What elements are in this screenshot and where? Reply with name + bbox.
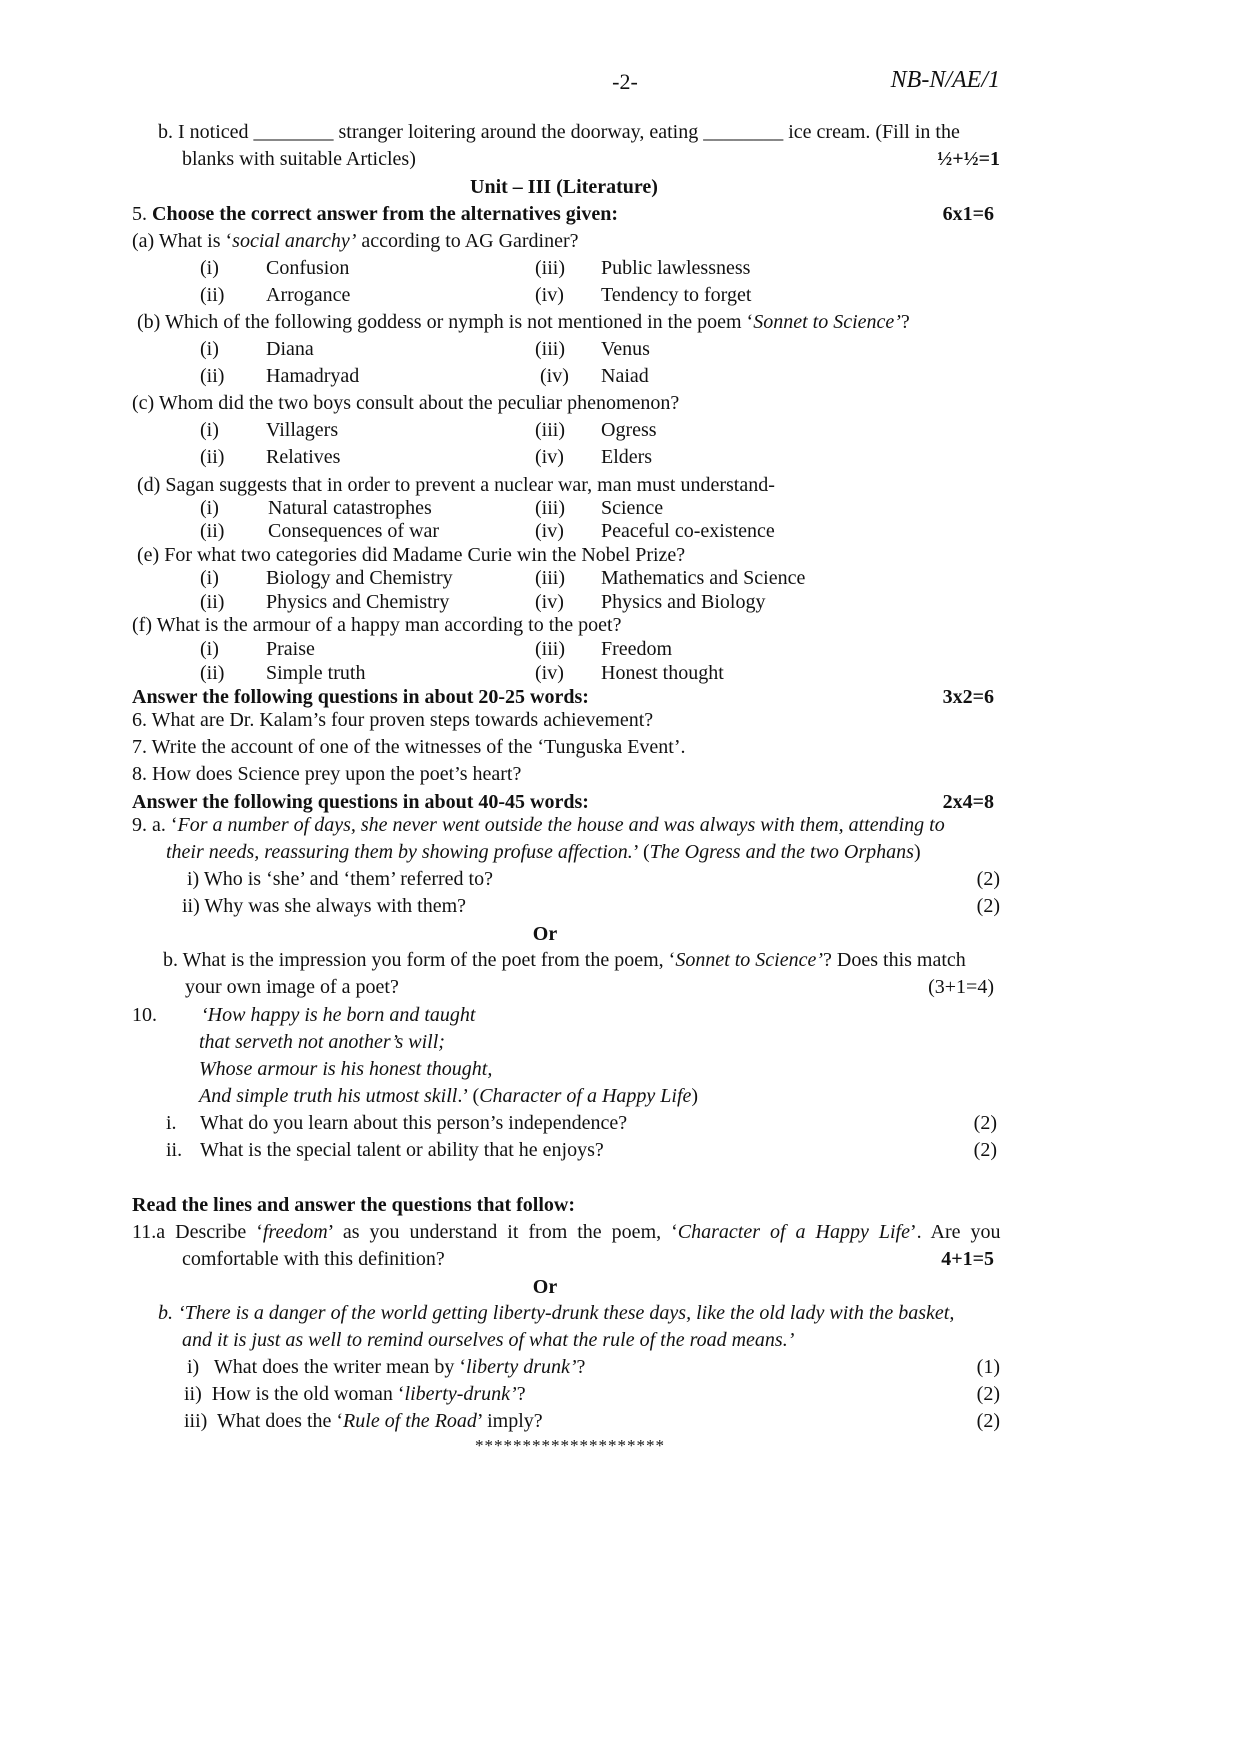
q5f-opt-iv-num: (iv) <box>535 662 564 684</box>
q5a-pre: (a) What is ‘ <box>132 230 233 252</box>
q11b-sub-iii-pre: iii) What does the ‘ <box>184 1410 344 1432</box>
q11a-pre: 11.a Describe ‘ <box>132 1221 263 1243</box>
read-heading: Read the lines and answer the questions that follow: <box>132 1194 575 1216</box>
q5b-opt-ii: Hamadryad <box>266 365 360 387</box>
q10-sub-ii-num: ii. <box>166 1139 183 1161</box>
q11b-sub-iii-post: ’ imply? <box>476 1410 543 1432</box>
q9a-source: The Ogress and the two Orphans <box>649 841 914 863</box>
q5b-opt-ii-num: (ii) <box>200 365 225 387</box>
q9a-source-post: ) <box>913 841 921 863</box>
q5a-opt-iv-num: (iv) <box>535 284 564 306</box>
q9a-line2 <box>166 840 921 864</box>
q9b-marks: (3+1=4) <box>928 976 994 998</box>
q10-verse-4 <box>199 1084 698 1108</box>
q5b-opt-iii-num: (iii) <box>535 338 565 360</box>
q11b-sub-i-marks: (1) <box>976 1356 1000 1378</box>
q10-verse-3: Whose armour is his honest thought, <box>199 1058 493 1080</box>
q7-question: 7. Write the account of one of the witnesses of the ‘Tunguska Event’. <box>132 736 686 758</box>
q10-sub-i: What do you learn about this person’s independence? <box>200 1112 628 1134</box>
q11a-post: ’. Are you <box>910 1221 1001 1243</box>
q5d-opt-ii-num: (ii) <box>200 520 225 542</box>
q5a-post: according to AG Gardiner? <box>356 230 579 252</box>
q4b-marks: ½+½=1 <box>937 148 1000 170</box>
q11b-sub-i-post: ? <box>576 1356 586 1378</box>
q5d-opt-i: Natural catastrophes <box>268 497 432 519</box>
q5e-opt-i: Biology and Chemistry <box>266 567 453 589</box>
q5b-pre: (b) Which of the following goddess or nymph is not mentioned in the poem ‘ <box>137 311 754 333</box>
q5d-opt-iii: Science <box>601 497 664 519</box>
q5f-opt-i-num: (i) <box>200 638 219 660</box>
q9b-line1 <box>163 948 966 972</box>
q11b-line1 <box>158 1301 954 1325</box>
q9a-sub-i-marks: (2) <box>976 868 1000 890</box>
q11a-italic-poem: Character of a Happy Life <box>677 1221 910 1243</box>
q11b-quote1: b. ‘There is a danger of the world getting liberty-drunk these days, like the old lady with the basket, <box>158 1302 955 1324</box>
unit-title: Unit – III <box>470 176 552 198</box>
q5f-opt-iv: Honest thought <box>601 662 724 684</box>
q11b-sub-iii-marks: (2) <box>976 1410 1000 1432</box>
q5e-opt-iv-num: (iv) <box>535 591 564 613</box>
q5e-opt-i-num: (i) <box>200 567 219 589</box>
q5-prompt: Choose the correct answer from the alternatives given: <box>152 203 618 225</box>
q10-source: Character of a Happy Life <box>479 1085 692 1107</box>
q9a-sub-i: i) Who is ‘she’ and ‘them’ referred to? <box>187 868 493 890</box>
q11a-line1 <box>132 1220 1001 1244</box>
q10-verse-4-text: And simple truth his utmost skill <box>199 1085 458 1107</box>
q9a-quote2: their needs, reassuring them by showing profuse affection. <box>166 841 633 863</box>
q5e-opt-iii: Mathematics and Science <box>601 567 806 589</box>
q5f-opt-i: Praise <box>266 638 315 660</box>
q11b-sub-ii-post: ? <box>516 1383 526 1405</box>
q10-source-post: ) <box>691 1085 699 1107</box>
q9b-post: ? Does this match <box>823 949 966 971</box>
q11b-sub-i-italic: liberty drunk’ <box>465 1356 577 1378</box>
q9b-italic: Sonnet to Science’ <box>675 949 824 971</box>
q11b-sub-i <box>187 1355 585 1379</box>
q5d-question: (d) Sagan suggests that in order to prevent a nuclear war, man must understand- <box>137 474 775 496</box>
q10-verse-2: that serveth not another’s will; <box>199 1031 445 1053</box>
q5c-question: (c) Whom did the two boys consult about the peculiar phenomenon? <box>132 392 680 414</box>
q11a-marks: 4+1=5 <box>941 1248 994 1270</box>
q10-sub-i-marks: (2) <box>973 1112 997 1134</box>
q5e-opt-iii-num: (iii) <box>535 567 565 589</box>
q5f-question: (f) What is the armour of a happy man according to the poet? <box>132 614 622 636</box>
q8-question: 8. How does Science prey upon the poet’s heart? <box>132 763 522 785</box>
q9-or: Or <box>532 923 558 945</box>
q5d-opt-iii-num: (iii) <box>535 497 565 519</box>
q5c-opt-ii-num: (ii) <box>200 446 225 468</box>
q10-sub-ii-marks: (2) <box>973 1139 997 1161</box>
q5c-opt-i: Villagers <box>266 419 339 441</box>
page-number: -2- <box>612 69 638 94</box>
q4b-line1: b. I noticed ________ stranger loitering around the doorway, eating ________ ice cream. (Fill in the <box>158 121 960 143</box>
q11b-sub-iii <box>184 1409 543 1433</box>
q5e-opt-ii-num: (ii) <box>200 591 225 613</box>
q5a-opt-iii: Public lawlessness <box>601 257 751 279</box>
q5d-opt-iv: Peaceful co-existence <box>601 520 775 542</box>
q9b-pre: b. What is the impression you form of the poet from the poem, ‘ <box>163 949 676 971</box>
q4b-line2: blanks with suitable Articles) <box>182 148 416 170</box>
q10-verse-1: ‘How happy is he born and taught <box>201 1004 476 1026</box>
q5f-opt-ii: Simple truth <box>266 662 366 684</box>
q11a-mid: ’ as you understand it from the poem, ‘ <box>327 1221 678 1243</box>
q5a-opt-iii-num: (iii) <box>535 257 565 279</box>
long-answer-heading: Answer the following questions in about 40-45 words: <box>132 791 589 813</box>
q11b-line2: and it is just as well to remind ourselves of what the rule of the road means.’ <box>182 1329 795 1351</box>
q5c-opt-ii: Relatives <box>266 446 341 468</box>
q5c-opt-iii: Ogress <box>601 419 657 441</box>
q11b-sub-ii-italic: liberty-drunk’ <box>404 1383 517 1405</box>
q5b-opt-iv-num: (iv) <box>540 365 569 387</box>
q5a-opt-i-num: (i) <box>200 257 219 279</box>
long-answer-marks: 2x4=8 <box>942 791 994 813</box>
q11b-sub-i-pre: i) What does the writer mean by ‘ <box>187 1356 466 1378</box>
q9a-line1 <box>132 813 945 837</box>
q11a-line2: comfortable with this definition? <box>182 1248 445 1270</box>
short-answer-marks: 3x2=6 <box>942 686 994 708</box>
q9a-sub-ii: ii) Why was she always with them? <box>182 895 467 917</box>
q5a-opt-iv: Tendency to forget <box>601 284 752 306</box>
q5b-italic: Sonnet to Science’ <box>753 311 901 333</box>
q5f-opt-iii-num: (iii) <box>535 638 565 660</box>
q5-heading <box>132 202 618 226</box>
q10-sub-ii: What is the special talent or ability that he enjoys? <box>200 1139 604 1161</box>
q9a-quote1: For a number of days, she never went outside the house and was always with them, attending to <box>177 814 945 836</box>
q5d-opt-ii: Consequences of war <box>268 520 440 542</box>
q11b-sub-ii-marks: (2) <box>976 1383 1000 1405</box>
q5a-opt-ii-num: (ii) <box>200 284 225 306</box>
end-stars: ******************** <box>475 1436 665 1455</box>
q11a-italic-freedom: freedom <box>262 1221 328 1243</box>
q5f-opt-iii: Freedom <box>601 638 673 660</box>
q5e-opt-iv: Physics and Biology <box>601 591 766 613</box>
q5b-opt-iii: Venus <box>601 338 650 360</box>
q9a-sub-ii-marks: (2) <box>976 895 1000 917</box>
unit-subtitle: (Literature) <box>556 176 658 198</box>
q9a-source-pre: ’ ( <box>632 841 650 863</box>
q11b-sub-iii-italic: Rule of the Road <box>343 1410 477 1432</box>
q5a-italic: social anarchy’ <box>232 230 357 252</box>
q5e-question: (e) For what two categories did Madame Curie win the Nobel Prize? <box>137 544 686 566</box>
short-answer-heading: Answer the following questions in about 20-25 words: <box>132 686 589 708</box>
q5a-opt-i: Confusion <box>266 257 350 279</box>
q5d-opt-i-num: (i) <box>200 497 219 519</box>
q5c-opt-iv: Elders <box>601 446 653 468</box>
q11b-sub-ii-pre: ii) How is the old woman ‘ <box>184 1383 405 1405</box>
q10-number: 10. <box>132 1004 157 1026</box>
q6-question: 6. What are Dr. Kalam’s four proven steps towards achievement? <box>132 709 654 731</box>
q5b-opt-i-num: (i) <box>200 338 219 360</box>
unit-heading <box>470 175 658 199</box>
q5a-question <box>132 229 579 253</box>
q10-sub-i-num: i. <box>166 1112 177 1134</box>
q5f-opt-ii-num: (ii) <box>200 662 225 684</box>
q5-marks: 6x1=6 <box>942 203 994 225</box>
q9a-number: 9. a. ‘ <box>132 814 178 836</box>
q9b-line2: your own image of a poet? <box>185 976 399 998</box>
q5b-question <box>137 310 910 334</box>
q10-source-pre: .’ ( <box>457 1085 480 1107</box>
q5a-opt-ii: Arrogance <box>266 284 351 306</box>
q5b-opt-iv: Naiad <box>601 365 649 387</box>
q5c-opt-i-num: (i) <box>200 419 219 441</box>
q11b-sub-ii <box>184 1382 526 1406</box>
paper-code: NB-N/AE/1 <box>890 67 1000 93</box>
q5b-post: ? <box>900 311 910 333</box>
q5c-opt-iii-num: (iii) <box>535 419 565 441</box>
q5b-opt-i: Diana <box>266 338 314 360</box>
q5c-opt-iv-num: (iv) <box>535 446 564 468</box>
q5e-opt-ii: Physics and Chemistry <box>266 591 450 613</box>
q5-number: 5. <box>132 203 147 225</box>
q5d-opt-iv-num: (iv) <box>535 520 564 542</box>
q11-or: Or <box>532 1276 558 1298</box>
